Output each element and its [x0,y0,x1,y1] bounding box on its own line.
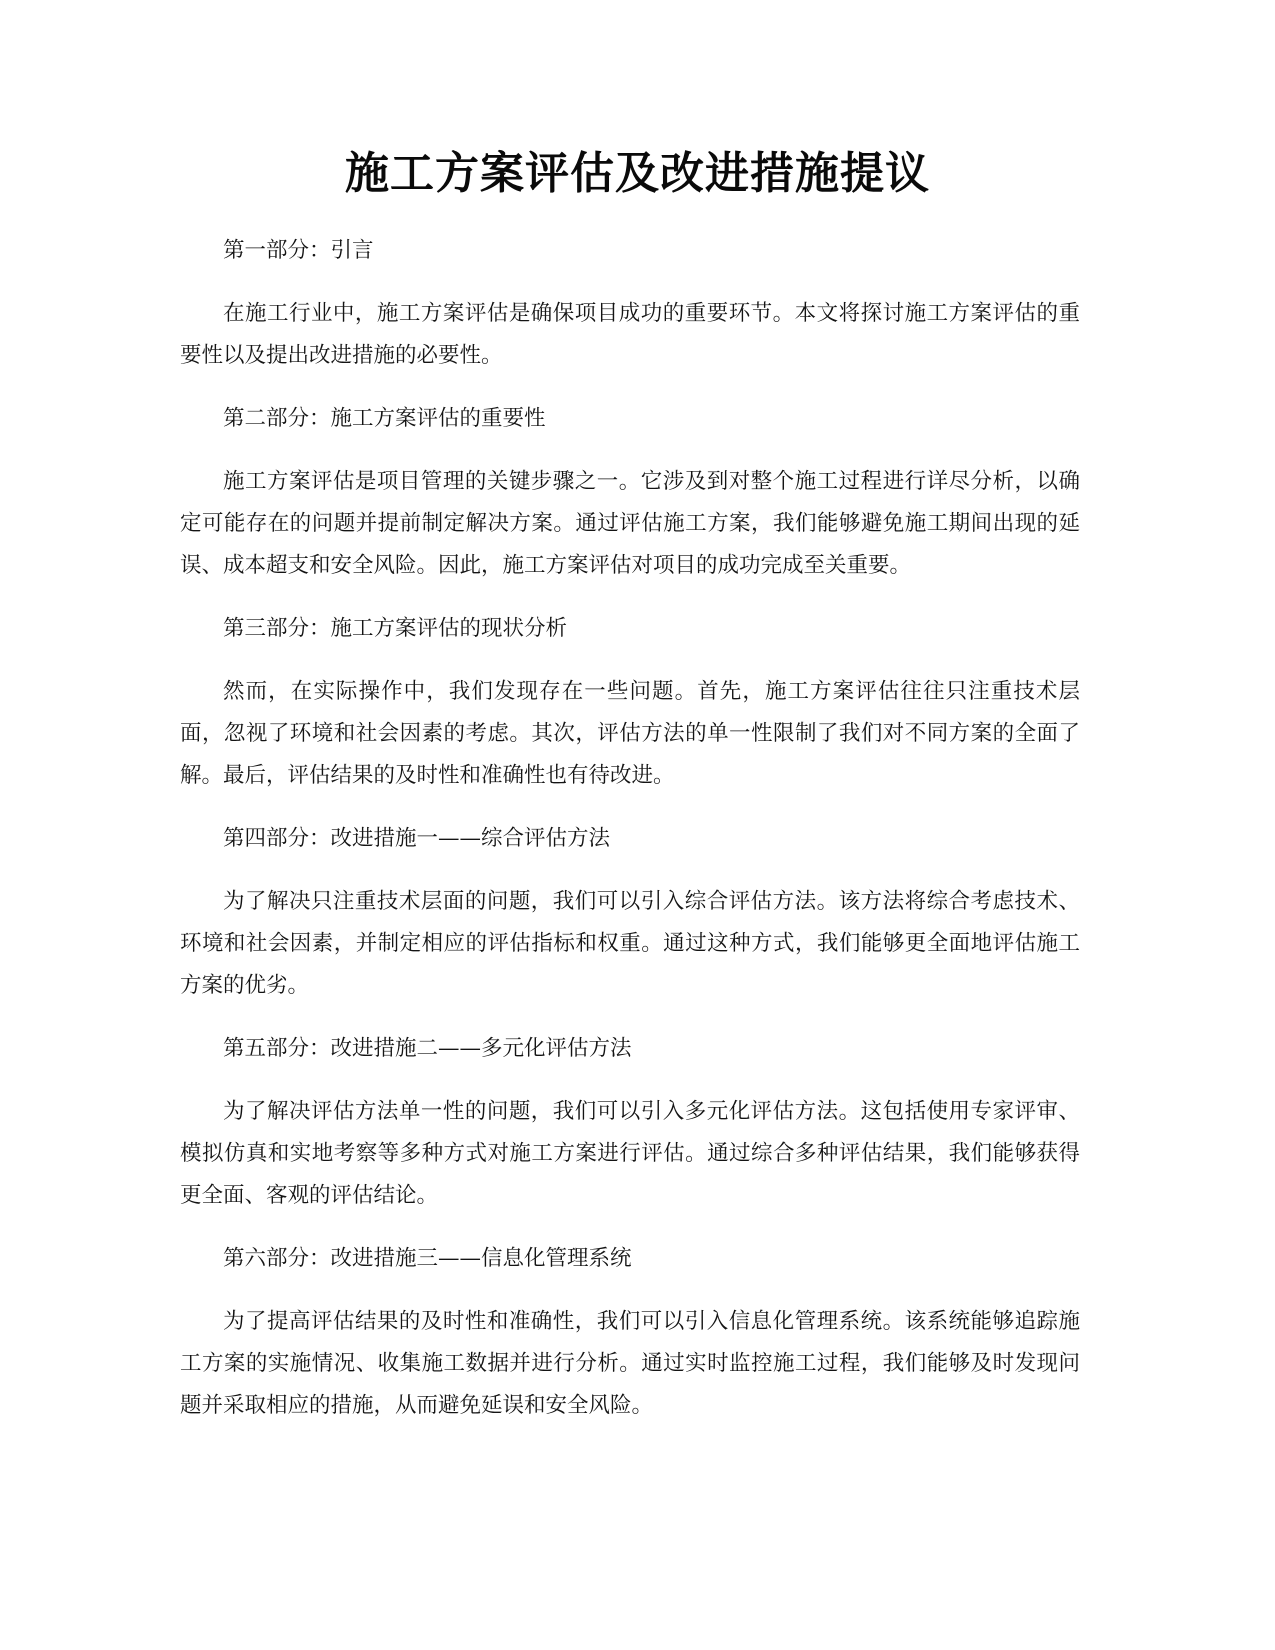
section-heading-1: 第一部分：引言 [223,238,374,263]
section-paragraph-3: 然而，在实际操作中，我们发现存在一些问题。首先，施工方案评估往往只注重技术层面，忽视了环境和社会因素的考虑。其次，评估方法的单一性限制了我们对不同方案的全面了解。最后，评估结果的及时性和准确性也有待改进。 [180,679,1080,788]
section-paragraph-2: 施工方案评估是项目管理的关键步骤之一。它涉及到对整个施工过程进行详尽分析，以确定可能存在的问题并提前制定解决方案。通过评估施工方案，我们能够避免施工期间出现的延误、成本超支和安全风险。因此，施工方案评估对项目的成功完成至关重要。 [180,469,1080,578]
section-heading-6: 第六部分：改进措施三——信息化管理系统 [223,1246,632,1271]
document-body [180,230,1080,1448]
section-paragraph-4: 为了解决只注重技术层面的问题，我们可以引入综合评估方法。该方法将综合考虑技术、环境和社会因素，并制定相应的评估指标和权重。通过这种方式，我们能够更全面地评估施工方案的优劣。 [180,889,1080,998]
section-heading-5: 第五部分：改进措施二——多元化评估方法 [223,1036,632,1061]
section-paragraph-1: 在施工行业中，施工方案评估是确保项目成功的重要环节。本文将探讨施工方案评估的重要性以及提出改进措施的必要性。 [180,301,1080,368]
section-heading-3: 第三部分：施工方案评估的现状分析 [223,616,568,641]
section-heading-4: 第四部分：改进措施一——综合评估方法 [223,826,611,851]
document-title: 施工方案评估及改进措施提议 [345,148,930,199]
section-heading-2: 第二部分：施工方案评估的重要性 [223,406,546,431]
section-paragraph-5: 为了解决评估方法单一性的问题，我们可以引入多元化评估方法。这包括使用专家评审、模拟仿真和实地考察等多种方式对施工方案进行评估。通过综合多种评估结果，我们能够获得更全面、客观的评估结论。 [180,1099,1080,1208]
section-paragraph-6: 为了提高评估结果的及时性和准确性，我们可以引入信息化管理系统。该系统能够追踪施工方案的实施情况、收集施工数据并进行分析。通过实时监控施工过程，我们能够及时发现问题并采取相应的措施，从而避免延误和安全风险。 [180,1309,1080,1418]
